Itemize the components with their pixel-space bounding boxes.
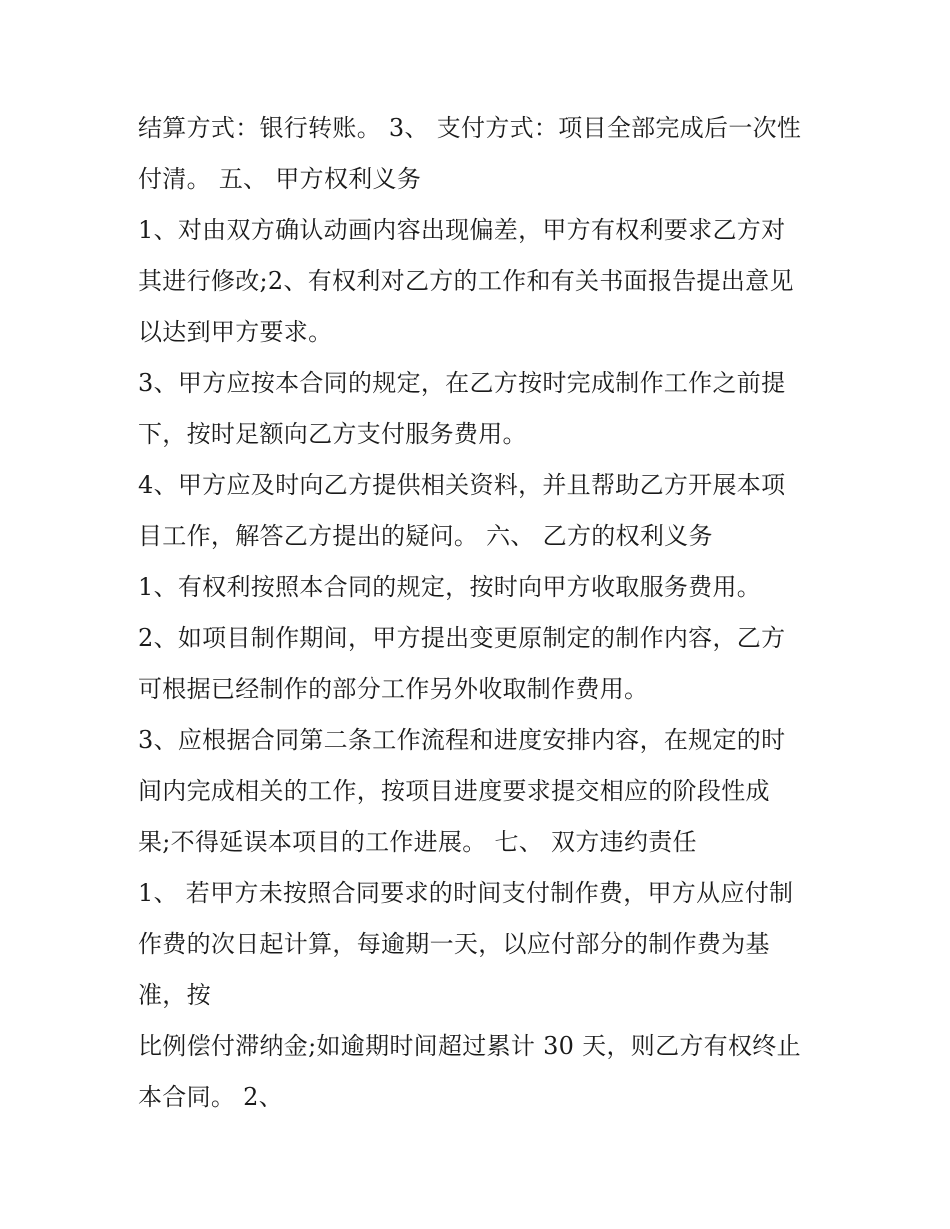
text-line: 间内完成相关的工作，按项目进度要求提交相应的阶段性成 (138, 777, 770, 805)
text-line: 1、对由双方确认动画内容出现偏差，甲方有权利要求乙方对 (138, 216, 786, 244)
text-line: 下，按时足额向乙方支付服务费用。 (138, 420, 527, 448)
text-line: 其进行修改;2、有权利对乙方的工作和有关书面报告提出意见 (138, 267, 794, 295)
text-line: 结算方式：银行转账。 3、 支付方式：项目全部完成后一次性 (138, 114, 802, 142)
text-line: 2、如项目制作期间，甲方提出变更原制定的制作内容，乙方 (138, 624, 786, 652)
text-line: 3、甲方应按本合同的规定，在乙方按时完成制作工作之前提 (138, 369, 786, 397)
text-line: 果;不得延误本项目的工作进展。 七、 双方违约责任 (138, 828, 697, 856)
text-line: 准，按 (138, 981, 211, 1009)
text-line: 1、 若甲方未按照合同要求的时间支付制作费，甲方从应付制 (138, 879, 794, 907)
text-line: 可根据已经制作的部分工作另外收取制作费用。 (138, 675, 649, 703)
text-line: 1、有权利按照本合同的规定，按时向甲方收取服务费用。 (138, 573, 762, 601)
text-line: 本合同。 2、 (138, 1083, 283, 1111)
document-body (138, 103, 828, 1123)
text-line: 作费的次日起计算，每逾期一天，以应付部分的制作费为基 (138, 930, 770, 958)
text-line: 目工作，解答乙方提出的疑问。 六、 乙方的权利义务 (138, 522, 713, 550)
text-line: 付清。 五、 甲方权利义务 (138, 165, 422, 193)
text-line: 以达到甲方要求。 (138, 318, 333, 346)
text-line: 3、应根据合同第二条工作流程和进度安排内容，在规定的时 (138, 726, 786, 754)
text-line: 4、甲方应及时向乙方提供相关资料，并且帮助乙方开展本项 (138, 471, 786, 499)
text-line: 比例偿付滞纳金;如逾期时间超过累计 30 天，则乙方有权终止 (138, 1032, 801, 1060)
